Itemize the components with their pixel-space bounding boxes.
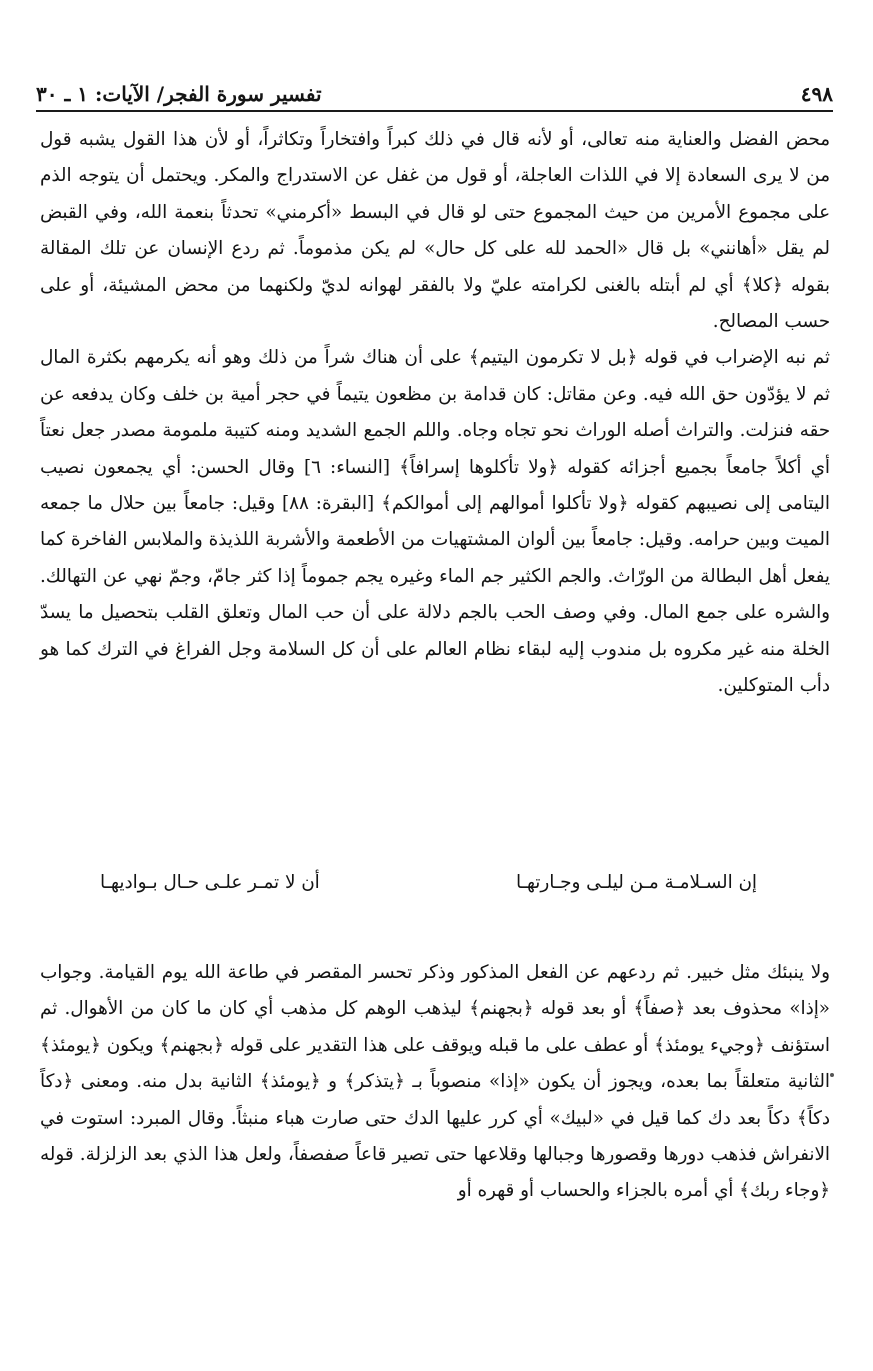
running-title: تفسير سورة الفجر/ الآيات: ١ ـ ٣٠ xyxy=(36,82,322,106)
body-text xyxy=(40,122,830,705)
paragraph-2: ثم نبه الإضراب في قوله ﴿بل لا تكرمون اليتيم﴾ على أن هناك شراً من ذلك وهو أنه يكرمهم بكثرة المال ثم لا يؤدّون حق الله فيه. وعن مقاتل: كان قدامة بن مظعون يتيماً في حجر أمية بن خلف وكان يدفعه عن حقه فنزلت. والتراث أصله الوراث نحو تجاه وجاه. واللم الجمع الشديد ومنه كتيبة ملمومة مصدر جعل نعتاً أي أكلاً جامعاً بجميع أجزائه كقوله ﴿ولا تأكلوها إسرافاً﴾ [النساء: ٦] وقال الحسن: أي يجمعون نصيب اليتامى إلى نصيبهم كقوله ﴿ولا تأكلوا أموالهم إلى أموالكم﴾ [البقرة: ٨٨] وقيل: جامعاً بين حلال ما جمعه الميت وبين حرامه. وقيل: جامعاً بين ألوان المشتهيات من الأطعمة والأشربة اللذيذة والملابس الفاخرة كما يفعل أهل البطالة من الورّاث. والجم الكثير جم الماء وغيره يجم جموماً إذا كثر جامّ، وجمّ نهي عن التهالك. والشره على جمع المال. وفي وصف الحب بالجم دلالة على أن حب المال وتعلق القلب بتحصيل ما يسدّ الخلة منه غير مكروه بل مندوب إليه لبقاء نظام العالم على أن كل السلامة وجل الفراغ في الترك كما هو دأب المتوكلين. xyxy=(40,347,830,697)
page-number: ٤٩٨ xyxy=(800,82,833,106)
margin-mark xyxy=(830,1073,834,1077)
paragraph-1: محض الفضل والعناية منه تعالى، أو لأنه قال في ذلك كبراً وافتخاراً وتكاثراً، أو لأن هذا القول يشبه قول من لا يرى السعادة إلا في اللذات العاجلة، أو قول من غفل عن الاستدراج والمكر. ويحتمل أن يتوجه الذم على مجموع الأمرين من حيث المجموع حتى لو قال في البسط «أكرمني» تحدثاً بنعمة الله، وفي القبض لم يقل «أهانني» بل قال «الحمد لله على كل حال» لم يكن مذموماً. ثم ردع الإنسان عن تلك المقالة بقوله ﴿كلا﴾ أي لم أبتله بالغنى لكرامته عليّ ولا بالفقر لهوانه لديّ ولكنهما من محض المشيئة، أو على حسب المصالح. xyxy=(40,129,830,333)
verse-hemistich-1: إن السـلامـة مـن ليلـى وجـارتهـا xyxy=(515,872,757,893)
page-header xyxy=(36,58,833,106)
verse-hemistich-2: أن لا تمـر علـى حـال بـواديهـا xyxy=(100,872,320,893)
paragraph-3: ولا ينبئك مثل خبير. ثم ردعهم عن الفعل المذكور وذكر تحسر المقصر في طاعة الله يوم القيامة. وجواب «إذا» محذوف بعد ﴿صفاً﴾ أو بعد قوله ﴿بجهنم﴾ ليذهب الوهم كل مذهب أي كان ما كان من الأهوال. ثم استؤنف ﴿وجيء يومئذ﴾ أو عطف على ما قبله ويوقف على هذا التقدير على قوله ﴿بجهنم﴾ ويكون ﴿يومئذ﴾ الثانية متعلقاً بما بعده، ويجوز أن يكون «إذا» منصوباً بـ ﴿يتذكر﴾ و ﴿يومئذ﴾ الثانية بدل منه. ومعنى ﴿دكاً دكاً﴾ دكاً بعد دك كما قيل في «لبيك» أي كرر عليها الدك حتى صارت هباء منبثاً. وقال المبرد: استوت في الانفراش فذهب دورها وقصورها وجبالها وقلاعها حتى تصير قاعاً صفصفاً، ولعل هذا الذي بعد الزلزلة. قوله ﴿وجاء ربك﴾ أي أمره بالجزاء والحساب أو قهره أو xyxy=(40,962,830,1202)
body-text-continued xyxy=(40,955,830,1210)
header-rule xyxy=(36,110,833,112)
poetry-verse xyxy=(100,865,757,901)
